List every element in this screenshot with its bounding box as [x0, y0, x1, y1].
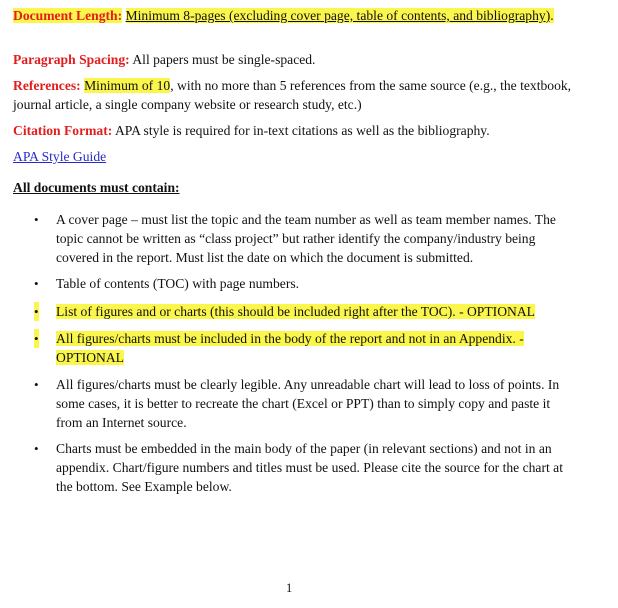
references-label: References:: [13, 78, 81, 93]
paragraph-spacing-text: All papers must be single-spaced.: [132, 52, 316, 67]
document-length-label: Document Length:: [13, 8, 123, 23]
bullet-icon: •: [34, 276, 39, 291]
section-heading: All documents must contain:: [13, 180, 180, 195]
references-minimum: Minimum of 10: [84, 78, 171, 93]
requirement-references: [13, 76, 573, 114]
apa-style-guide-link[interactable]: APA Style Guide: [13, 149, 107, 164]
bullet-icon: •: [34, 441, 39, 456]
references-text: , with no more than 5 references from the same source (e.g., the textbook, journal article, a single company website or research study, etc.): [13, 78, 572, 112]
document-length-period: .: [550, 8, 554, 23]
list-item-text: Charts must be embedded in the main body of the paper (in relevant sections) and not in an appendix. Chart/figure numbers and titles must be used. Please cite the source for the chart at the bottom. See Example below.: [56, 441, 563, 494]
list-item-text: A cover page – must list the topic and the team number as well as team member names. The topic cannot be written as “class project” but rather identify the company/industry being covered in the report. Must list the date on which the document is submitted.: [56, 212, 556, 265]
document-length-text: Minimum 8-pages (excluding cover page, table of contents, and bibliography): [125, 8, 551, 23]
bullet-icon: •: [34, 304, 39, 319]
list-item-highlighted: [34, 329, 579, 367]
citation-format-label: Citation Format:: [13, 123, 113, 138]
list-item-text: List of figures and or charts (this should be included right after the TOC). - OPTIONAL: [56, 304, 535, 319]
requirement-citation-format: [13, 121, 573, 140]
bullet-icon: •: [34, 331, 39, 346]
list-item: [34, 439, 579, 496]
bullet-icon: •: [34, 377, 39, 392]
list-item-text: All figures/charts must be included in the body of the report and not in an Appendix. - OPTIONAL: [56, 331, 524, 365]
list-item-highlighted: [34, 302, 579, 321]
apa-link-row: [13, 147, 573, 166]
list-item: [34, 375, 579, 432]
list-item: [34, 210, 579, 267]
paragraph-spacing-label: Paragraph Spacing:: [13, 52, 130, 67]
requirement-paragraph-spacing: [13, 50, 573, 69]
list-item-text: Table of contents (TOC) with page numbers.: [56, 276, 300, 291]
list-item: [34, 274, 579, 293]
citation-format-text: APA style is required for in-text citations as well as the bibliography.: [114, 123, 490, 138]
requirement-document-length: [13, 6, 573, 25]
list-item-text: All figures/charts must be clearly legible. Any unreadable chart will lead to loss of points. In some cases, it is better to recreate the chart (Excel or PPT) than to simply copy and paste it from an Internet source.: [56, 377, 560, 430]
bullet-icon: •: [34, 212, 39, 227]
page-number: 1: [286, 581, 293, 595]
